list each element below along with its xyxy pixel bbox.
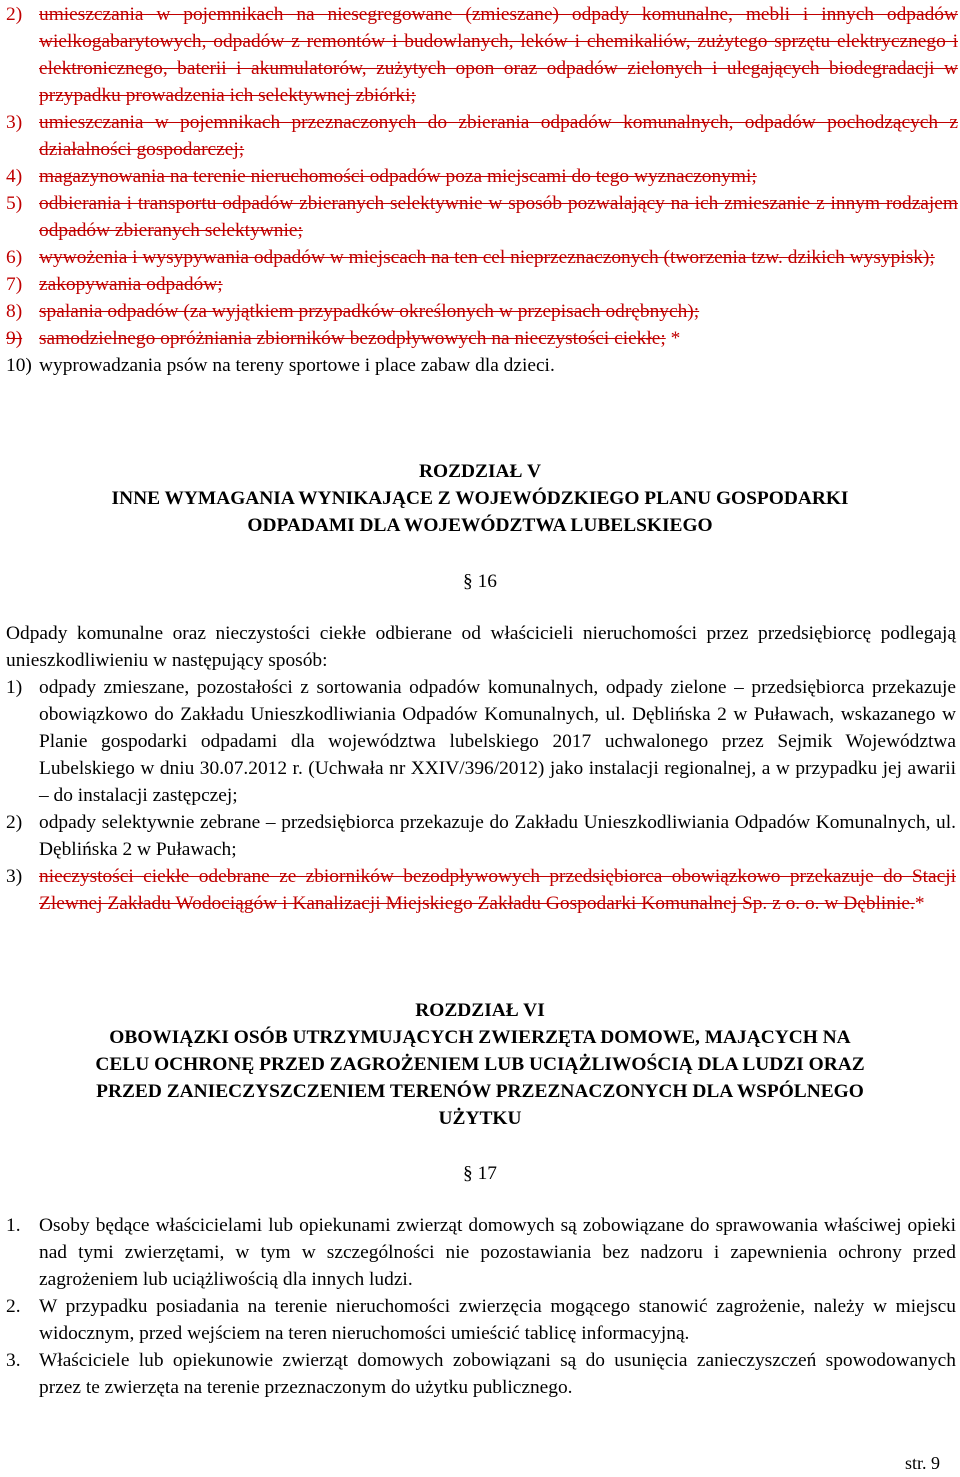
item-text: Właściciele lub opiekunowie zwierząt domowych zobowiązani są do usunięcia zanieczyszczeń spowodowanych przez te zwierzęta na terenie przeznaczonym do użytku publicznego. <box>39 1350 956 1398</box>
prohibited-list <box>0 1 958 379</box>
list-item <box>0 1 958 109</box>
item-number: 3. <box>6 1350 21 1371</box>
item-number: 2) <box>6 812 23 833</box>
list-item <box>0 1293 958 1347</box>
item-text: odpady zmieszane, pozostałości z sortowania odpadów komunalnych, odpady zielone – przedsiębiorca przekazuje obowiązkowo do Zakładu Unieszkodliwiania Odpadów Komunalnych, ul. Dęblińska 2 w Puławach, wskazanego w Planie gospodarki odpadami dla województwa lubelskiego 2017 uchwalonego przez Sejmik Województwa Lubelskiego w dniu 30.07.2012 r. (Uchwała nr XXIV/396/2012) jako instalacji regionalnej, a w przypadku jej awarii – do instalacji zastępczej; <box>39 677 956 806</box>
item-number: 3) <box>6 112 23 133</box>
item-text: samodzielnego opróżniania zbiorników bezodpływowych na nieczystości ciekłe; <box>39 328 666 349</box>
item-number: 2. <box>6 1296 21 1317</box>
list-item <box>0 1347 958 1401</box>
list-item <box>0 109 958 163</box>
chapter-5-body <box>0 620 958 917</box>
list-item <box>0 809 958 863</box>
chapter-6-heading <box>0 997 960 1132</box>
chapter-subtitle: ODPADAMI DLA WOJEWÓDZTWA LUBELSKIEGO <box>247 515 713 536</box>
section-16: § 16 <box>463 571 497 592</box>
list-item <box>0 352 958 379</box>
chapter-subtitle: CELU OCHRONĘ PRZED ZAGROŻENIEM LUB UCIĄŻLIWOŚCIĄ DLA LUDZI ORAZ <box>95 1054 865 1075</box>
chapter-subtitle: UŻYTKU <box>438 1108 522 1129</box>
item-number: 2) <box>6 4 23 25</box>
item-number: 6) <box>6 247 23 268</box>
item-text: magazynowania na terenie nieruchomości odpadów poza miejscami do tego wyznaczonymi; <box>39 166 757 187</box>
item-text: Osoby będące właścicielami lub opiekunami zwierząt domowych są zobowiązane do sprawowania właściwej opieki nad tymi zwierzętami, w tym w szczególności nie pozostawiania bez nadzoru i zapewnienia ochrony przed zagrożeniem lub uciążliwością dla innych ludzi. <box>39 1215 956 1290</box>
list-item <box>0 244 958 271</box>
item-text: spalania odpadów (za wyjątkiem przypadków określonych w przepisach odrębnych); <box>39 301 700 322</box>
list-item <box>0 271 958 298</box>
item-number: 10) <box>6 355 32 376</box>
list-item <box>0 325 958 352</box>
chapter-subtitle: PRZED ZANIECZYSZCZENIEM TERENÓW PRZEZNACZONYCH DLA WSPÓLNEGO <box>96 1081 864 1102</box>
page-number: str. 9 <box>904 1453 940 1473</box>
item-text: odbierania i transportu odpadów zbieranych selektywnie w sposób pozwalający na ich zmieszanie z innym rodzajem odpadów zbieranych selektywnie; <box>39 193 958 241</box>
chapter-subtitle: OBOWIĄZKI OSÓB UTRZYMUJĄCYCH ZWIERZĘTA DOMOWE, MAJĄCYCH NA <box>109 1027 851 1048</box>
list-item <box>0 863 958 917</box>
item-text: umieszczania w pojemnikach przeznaczonych do zbierania odpadów komunalnych, odpadów pochodzących z działalności gospodarczej; <box>39 112 958 160</box>
list-item <box>0 163 958 190</box>
chapter-title: ROZDZIAŁ VI <box>415 1000 545 1021</box>
section-17: § 17 <box>463 1163 497 1184</box>
item-text: zakopywania odpadów; <box>39 274 223 295</box>
list-item <box>0 1212 958 1293</box>
section-intro: Odpady komunalne oraz nieczystości ciekłe odbierane od właścicieli nieruchomości przez przedsiębiorcę podlegają unieszkodliwieniu w następujący sposób: <box>6 623 956 671</box>
chapter-title: ROZDZIAŁ V <box>419 461 541 482</box>
amendment-star: * <box>665 328 681 349</box>
chapter-subtitle: INNE WYMAGANIA WYNIKAJĄCE Z WOJEWÓDZKIEGO PLANU GOSPODARKI <box>111 488 849 509</box>
item-text: W przypadku posiadania na terenie nieruchomości zwierzęcia mogącego stanowić zagrożenie, należy w miejscu widocznym, przed wejściem na teren nieruchomości umieścić tablicę informacyjną. <box>39 1296 956 1344</box>
list-item <box>0 190 958 244</box>
item-number: 4) <box>6 166 23 187</box>
item-text: umieszczania w pojemnikach na niesegregowane (zmieszane) odpady komunalne, mebli i innych odpadów wielkogabarytowych, odpadów z remontów i budowlanych, leków i chemikaliów, zużytego sprzętu elektrycznego i elektronicznego, baterii i akumulatorów, zużytych opon oraz odpadów zielonych i ulegających biodegradacji w przypadku prowadzenia ich selektywnej zbiórki; <box>39 4 958 106</box>
item-text: nieczystości ciekłe odebrane ze zbiorników bezodpływowych przedsiębiorca obowiązkowo przekazuje do Stacji Zlewnej Zakładu Wodociągów i Kanalizacji Miejskiego Zakładu Gospodarki Komunalnej Sp. z o. o. w Dęblinie. <box>39 866 956 914</box>
item-number: 3) <box>6 866 23 887</box>
item-number: 5) <box>6 193 23 214</box>
item-number: 8) <box>6 301 23 322</box>
amendment-star: * <box>914 893 925 914</box>
list-item <box>0 298 958 325</box>
item-number: 1. <box>6 1215 21 1236</box>
item-number: 9) <box>6 328 23 349</box>
item-number: 1) <box>6 677 23 698</box>
chapter-5-heading <box>0 458 960 539</box>
chapter-6-body <box>0 1212 958 1401</box>
list-item <box>0 674 958 809</box>
item-text: wywożenia i wysypywania odpadów w miejscach na ten cel nieprzeznaczonych (tworzenia tzw. dzikich wysypisk); <box>39 247 935 268</box>
item-text: wyprowadzania psów na tereny sportowe i place zabaw dla dzieci. <box>39 355 555 376</box>
item-number: 7) <box>6 274 23 295</box>
item-text: odpady selektywnie zebrane – przedsiębiorca przekazuje do Zakładu Unieszkodliwiania Odpadów Komunalnych, ul. Dęblińska 2 w Puławach; <box>39 812 956 860</box>
